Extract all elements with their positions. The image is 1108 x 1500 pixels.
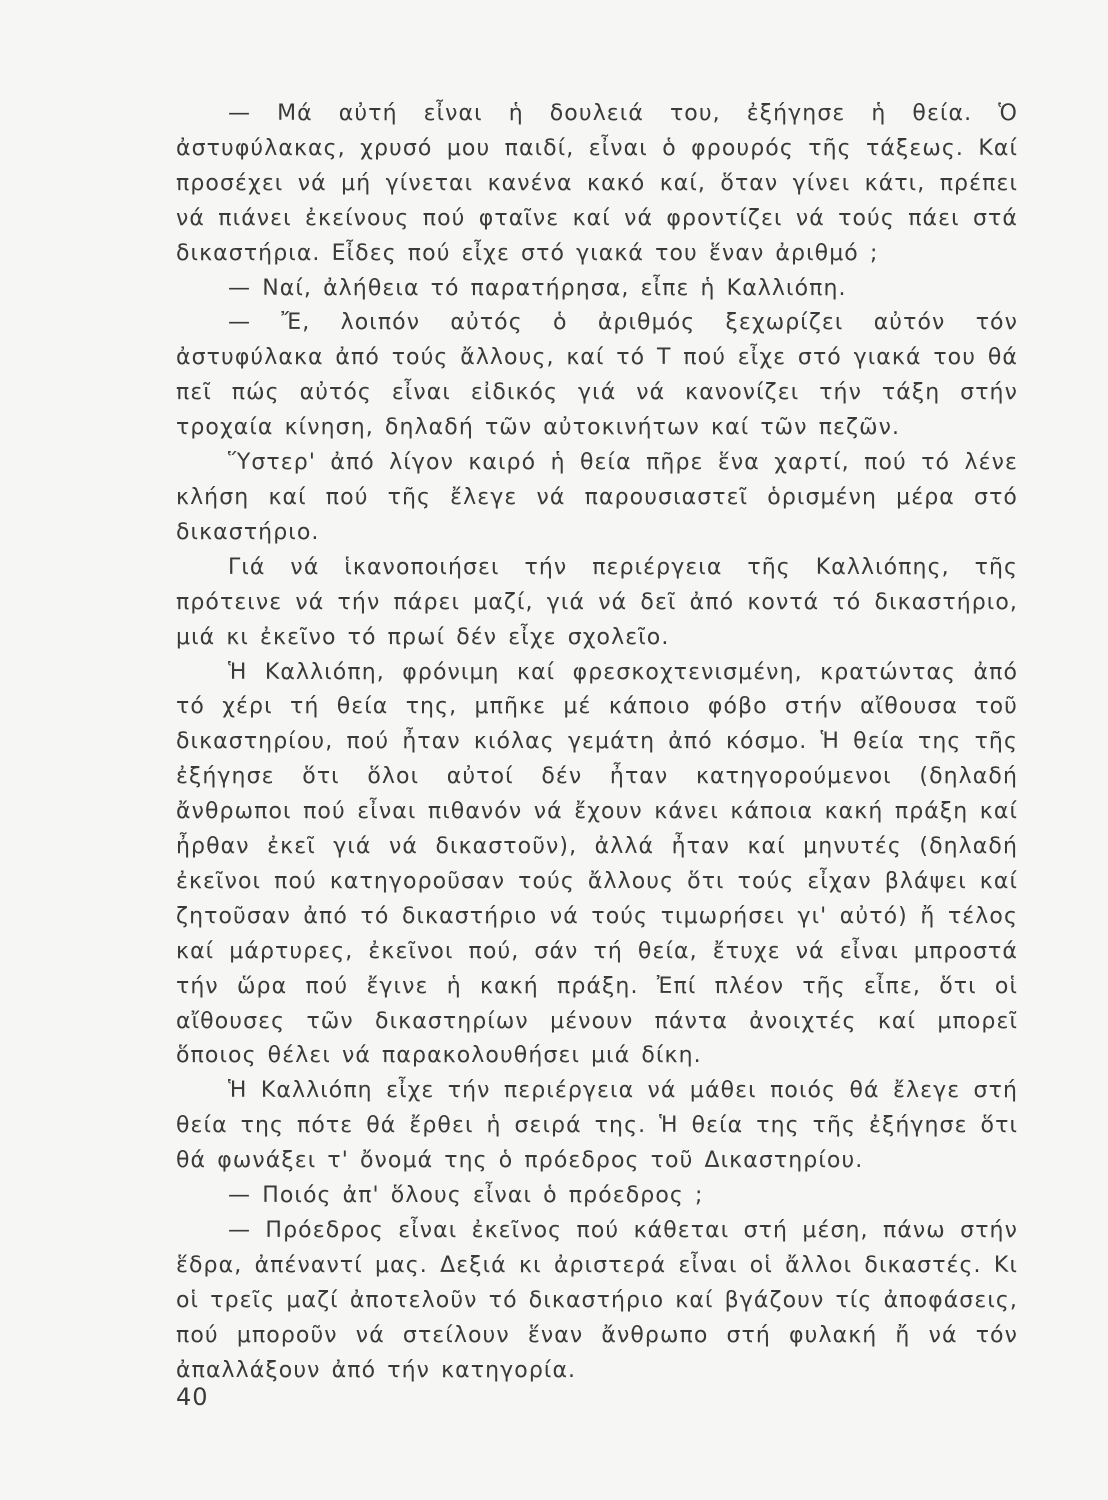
paragraph: Ὕστερ' ἀπό λίγον καιρό ἡ θεία πῆρε ἕνα χαρτί, πού τό λένε κλήση καί πού τῆς ἔλεγε νά παρουσιαστεῖ ὁρισμένη μέρα στό δικαστήριο. bbox=[176, 450, 1018, 545]
paragraph: — Ἔ, λοιπόν αὐτός ὁ ἀριθμός ξεχωρίζει αὐτόν τόν ἀστυφύλακα ἀπό τούς ἄλλους, καί τό Τ πού εἶχε στό γιακά του θά πεῖ πώς αὐτός εἶναι εἰδικός γιά νά κανονίζει τήν τάξη στήν τροχαία κίνηση, δηλαδή τῶν αὐτοκινήτων καί τῶν πεζῶν. bbox=[176, 310, 1018, 441]
paragraph: — Μά αὐτή εἶναι ἡ δουλειά του, ἐξήγησε ἡ θεία. Ὁ ἀστυφύλακας, χρυσό μου παιδί, εἶναι ὁ φρουρός τῆς τάξεως. Καί προσέχει νά μή γίνεται κανένα κακό καί, ὅταν γίνει κάτι, πρέπει νά πιάνει ἐκείνους πού φταῖνε καί νά φροντίζει νά τούς πάει στά δικαστήρια. Εἶδες πού εἶχε στό γιακά του ἕναν ἀριθμό ; bbox=[176, 101, 1018, 266]
paragraph: Ἡ Καλλιόπη, φρόνιμη καί φρεσκοχτενισμένη, κρατώντας ἀπό τό χέρι τή θεία της, μπῆκε μέ κάποιο φόβο στήν αἴθουσα τοῦ δικαστηρίου, πού ἦταν κιόλας γεμάτη ἀπό κόσμο. Ἡ θεία της τῆς ἐξήγησε ὅτι ὅλοι αὐτοί δέν ἦταν κατηγορούμενοι (δηλαδή ἄνθρωποι πού εἶναι πιθανόν νά ἔχουν κάνει κάποια κακή πράξη καί ἦρθαν ἐκεῖ γιά νά δικαστοῦν), ἀλλά ἦταν καί μηνυτές (δηλαδή ἐκεῖνοι πού κατηγοροῦσαν τούς ἄλλους ὅτι τούς εἶχαν βλάψει καί ζητοῦσαν ἀπό τό δικαστήριο νά τούς τιμωρήσει γι' αὐτό) ἤ τέλος καί μάρτυρες, ἐκεῖνοι πού, σάν τή θεία, ἔτυχε νά εἶναι μπροστά τήν ὥρα πού ἔγινε ἡ κακή πράξη. Ἐπί πλέον τῆς εἶπε, ὅτι οἱ αἴθουσες τῶν δικαστηρίων μένουν πάντα ἀνοιχτές καί μπορεῖ ὅποιος θέλει νά παρακολουθήσει μιά δίκη. bbox=[176, 659, 1018, 1069]
paragraph: — Ποιός ἀπ' ὅλους εἶναι ὁ πρόεδρος ; bbox=[228, 1183, 704, 1209]
page-number: 40 bbox=[176, 1383, 209, 1411]
paragraph: — Πρόεδρος εἶναι ἐκεῖνος πού κάθεται στή μέση, πάνω στήν ἕδρα, ἀπέναντί μας. Δεξιά κι ἀριστερά εἶναι οἱ ἄλλοι δικαστές. Κι οἱ τρεῖς μαζί ἀποτελοῦν τό δικαστήριο καί βγάζουν τίς ἀποφάσεις, πού μποροῦν νά στείλουν ἕναν ἄνθρωπο στή φυλακή ἤ νά τόν ἀπαλλάξουν ἀπό τήν κατηγορία. bbox=[176, 1218, 1018, 1383]
paragraph: — Ναί, ἀλήθεια τό παρατήρησα, εἶπε ἡ Καλλιόπη. bbox=[228, 275, 847, 301]
paragraph: Γιά νά ἱκανοποιήσει τήν περιέργεια τῆς Καλλιόπης, τῆς πρότεινε νά τήν πάρει μαζί, γιά νά δεῖ ἀπό κοντά τό δικαστήριο, μιά κι ἐκεῖνο τό πρωί δέν εἶχε σχολεῖο. bbox=[176, 554, 1018, 650]
body-text bbox=[176, 97, 1018, 1389]
paragraph: Ἡ Καλλιόπη εἶχε τήν περιέργεια νά μάθει ποιός θά ἔλεγε στή θεία της πότε θά ἔρθει ἡ σειρά της. Ἡ θεία της τῆς ἐξήγησε ὅτι θά φωνάξει τ' ὄνομά της ὁ πρόεδρος τοῦ Δικαστηρίου. bbox=[176, 1078, 1018, 1174]
